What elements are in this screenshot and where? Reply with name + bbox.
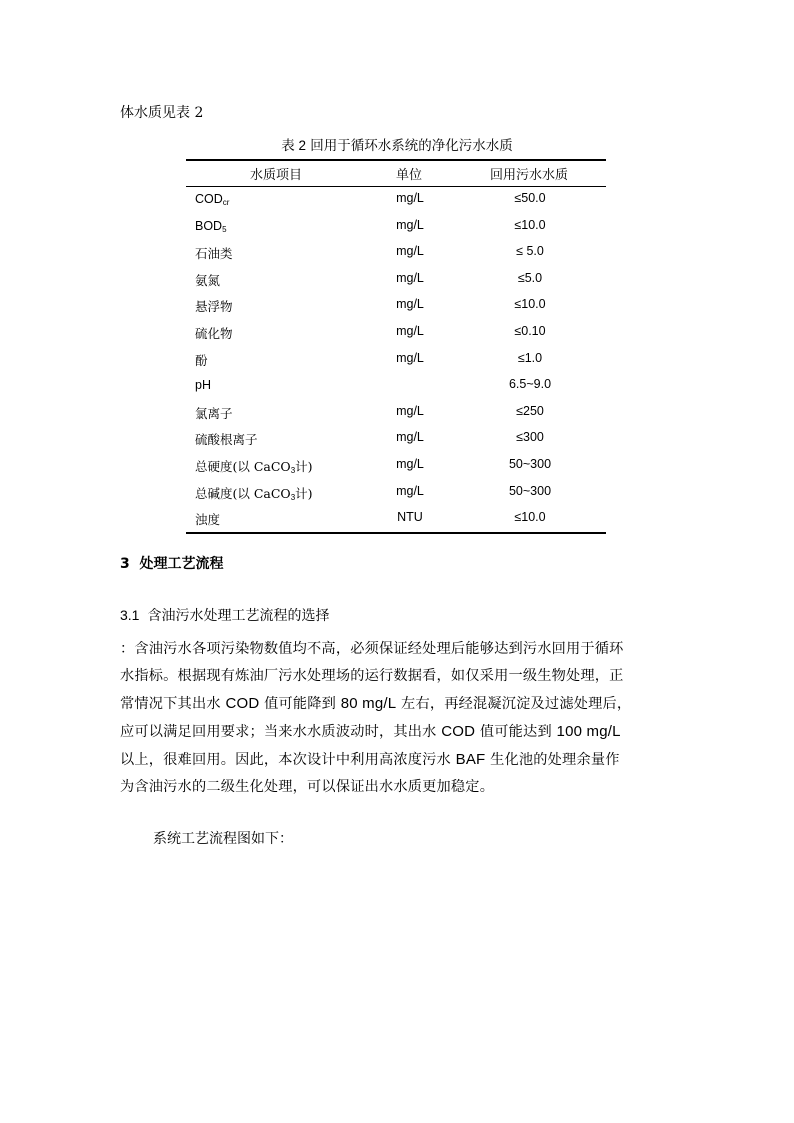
cell-item-wrap bbox=[195, 351, 208, 369]
table-row bbox=[0, 244, 794, 264]
cell-item-wrap bbox=[195, 430, 258, 448]
table-top-rule bbox=[186, 159, 606, 161]
cell-unit: mg/L bbox=[396, 430, 424, 445]
table-row bbox=[0, 351, 794, 371]
cell-item-wrap bbox=[195, 324, 233, 342]
cell-item: 悬浮物 bbox=[195, 299, 233, 315]
section-heading bbox=[120, 553, 224, 573]
cell-value: ≤5.0 bbox=[517, 270, 543, 285]
paragraph-line: 应可以满足回用要求；当来水水质波动时，其出水 COD 值可能达到 100 mg/L bbox=[120, 723, 621, 740]
cell-value: ≤300 bbox=[516, 430, 544, 445]
subsection-title: 含油污水处理工艺流程的选择 bbox=[147, 608, 330, 624]
table-row bbox=[0, 191, 794, 211]
cell-item-subscript: 3 bbox=[290, 466, 296, 475]
cell-item-wrap bbox=[195, 510, 220, 528]
header-unit: 单位 bbox=[396, 168, 423, 183]
cell-item: 总硬度(以 CaCO bbox=[195, 459, 291, 474]
cell-item: COD bbox=[195, 192, 223, 206]
cell-item-wrap bbox=[195, 244, 233, 262]
table-caption bbox=[0, 134, 794, 154]
cell-item-wrap bbox=[195, 457, 313, 475]
cell-item-subscript: 3 bbox=[290, 492, 296, 502]
cell-value: 50~300 bbox=[508, 483, 552, 498]
cell-item-wrap bbox=[195, 191, 229, 207]
cell-unit: mg/L bbox=[396, 483, 424, 498]
cell-item-subscript: cr bbox=[222, 198, 230, 207]
paragraph-line: ：含油污水各项污染物数值均不高，必须保证经处理后能够达到污水回用于循环 bbox=[120, 641, 624, 657]
cell-item-subscript: 5 bbox=[222, 224, 227, 234]
cell-value: ≤10.0 bbox=[514, 297, 546, 312]
table-row bbox=[0, 484, 794, 504]
cell-item-wrap bbox=[195, 484, 313, 502]
section-title: 处理工艺流程 bbox=[139, 556, 224, 572]
cell-item-wrap bbox=[195, 297, 233, 315]
table-row bbox=[0, 430, 794, 450]
header-item: 水质项目 bbox=[250, 168, 303, 183]
cell-item: pH bbox=[195, 378, 211, 393]
cell-item: BOD bbox=[195, 218, 223, 233]
cell-unit: mg/L bbox=[396, 244, 424, 259]
cell-unit: mg/L bbox=[396, 457, 424, 471]
table-bottom-rule bbox=[186, 532, 606, 534]
paragraph-line: 水指标。根据现有炼油厂污水处理场的运行数据看，如仅采用一级生物处理，正 bbox=[120, 668, 624, 684]
table-row bbox=[0, 404, 794, 424]
cell-item: 氯离子 bbox=[195, 405, 233, 421]
cell-unit: NTU bbox=[397, 510, 423, 525]
cell-value: 6.5~9.0 bbox=[508, 377, 552, 392]
cell-unit: mg/L bbox=[396, 403, 424, 418]
subsection-heading bbox=[120, 605, 329, 625]
cell-item-suffix: 计) bbox=[295, 485, 313, 501]
cell-unit: mg/L bbox=[396, 324, 424, 338]
cell-unit: mg/L bbox=[396, 217, 424, 232]
cell-item: 浊度 bbox=[195, 512, 221, 528]
table-row bbox=[0, 271, 794, 291]
cell-item-suffix: 计) bbox=[295, 459, 313, 474]
paragraph-line: 以上，很难回用。因此，本次设计中利用高浓度污水 BAF 生化池的处理余量作 bbox=[120, 751, 620, 768]
cell-item: 硫酸根离子 bbox=[195, 432, 258, 448]
cell-item-wrap bbox=[195, 218, 227, 234]
cell-item-wrap bbox=[195, 404, 233, 422]
cell-unit: mg/L bbox=[396, 350, 424, 365]
flowchart-intro-text: 系统工艺流程图如下： bbox=[153, 831, 293, 847]
table-caption-number: 表 2 bbox=[281, 138, 306, 153]
section-number: 3 bbox=[120, 556, 130, 572]
table-header-rule bbox=[186, 186, 606, 187]
cell-value: ≤250 bbox=[516, 403, 544, 418]
cell-value: ≤ 5.0 bbox=[516, 244, 544, 259]
subsection-number: 3.1 bbox=[120, 607, 140, 623]
body-paragraph bbox=[120, 636, 686, 801]
cell-value: ≤10.0 bbox=[514, 217, 546, 232]
lead-text: 体水质见表 2 bbox=[120, 105, 204, 121]
table-row bbox=[0, 218, 794, 238]
cell-unit: mg/L bbox=[396, 297, 424, 312]
cell-value: ≤1.0 bbox=[517, 350, 543, 365]
header-value: 回用污水水质 bbox=[490, 168, 569, 183]
cell-unit: mg/L bbox=[396, 270, 424, 285]
paragraph-line: 常情况下其出水 COD 值可能降到 80 mg/L 左右，再经混凝沉淀及过滤处理后， bbox=[120, 695, 632, 712]
cell-item: 硫化物 bbox=[195, 326, 233, 341]
table-row bbox=[0, 377, 794, 397]
cell-value: ≤10.0 bbox=[514, 510, 546, 525]
cell-item-wrap bbox=[195, 271, 220, 289]
cell-unit: mg/L bbox=[396, 191, 424, 205]
table-caption-title: 回用于循环水系统的净化污水水质 bbox=[310, 138, 513, 154]
cell-value: 50~300 bbox=[508, 457, 552, 471]
cell-item: 石油类 bbox=[195, 246, 233, 262]
cell-item: 酚 bbox=[195, 352, 208, 368]
cell-value: ≤0.10 bbox=[514, 324, 546, 338]
table-row bbox=[0, 297, 794, 317]
cell-item: 总碱度(以 CaCO bbox=[195, 485, 291, 501]
table-row bbox=[0, 457, 794, 477]
table-row bbox=[0, 324, 794, 344]
paragraph-line: 为含油污水的二级生化处理，可以保证出水水质更加稳定。 bbox=[120, 779, 495, 795]
cell-item: 氨氮 bbox=[195, 272, 221, 288]
cell-item-wrap bbox=[195, 377, 211, 392]
cell-value: ≤50.0 bbox=[514, 191, 546, 205]
table-row bbox=[0, 510, 794, 530]
